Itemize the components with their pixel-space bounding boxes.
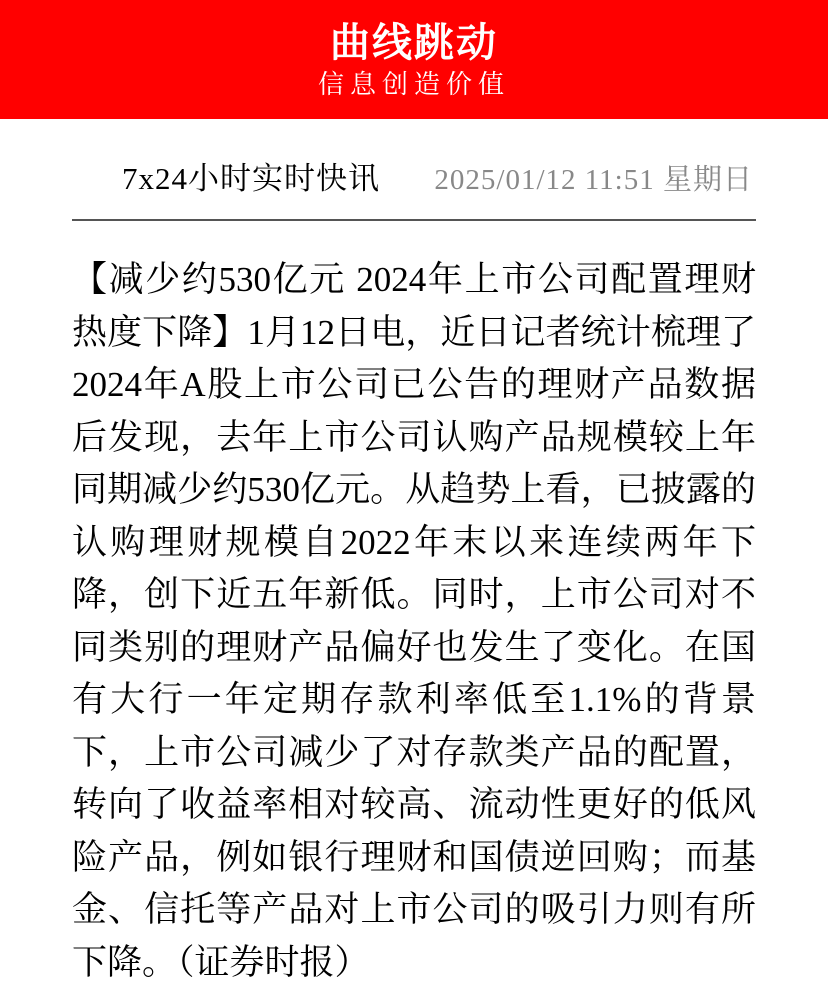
datetime-label: 2025/01/12 11:51 星期日: [434, 164, 753, 196]
brand-title: 曲线跳动: [330, 19, 498, 65]
brand-tagline: 信息创造价值: [317, 69, 510, 99]
header-divider: [72, 219, 756, 221]
section-title: 7x24小时实时快讯: [122, 161, 380, 196]
news-article-body: 【减少约530亿元 2024年上市公司配置理财热度下降】1月12日电，近日记者统计梳理了2024年A股上市公司已公告的理财产品数据后发现，去年上市公司认购产品规模较上年同期减少约530亿元。从趋势上看，已披露的认购理财规模自2022年末以来连续两年下降，创下近五年新低。同时，上市公司对不同类别的理财产品偏好也发生了变化。在国有大行一年定期存款利率低至1.1%的背景下，上市公司减少了对存款类产品的配置，转向了收益率相对较高、流动性更好的低风险产品，例如银行理财和国债逆回购；而基金、信托等产品对上市公司的吸引力则有所下降。（证券时报）: [72, 260, 756, 982]
subheader-row: [0, 119, 828, 198]
brand-banner: [0, 0, 828, 119]
